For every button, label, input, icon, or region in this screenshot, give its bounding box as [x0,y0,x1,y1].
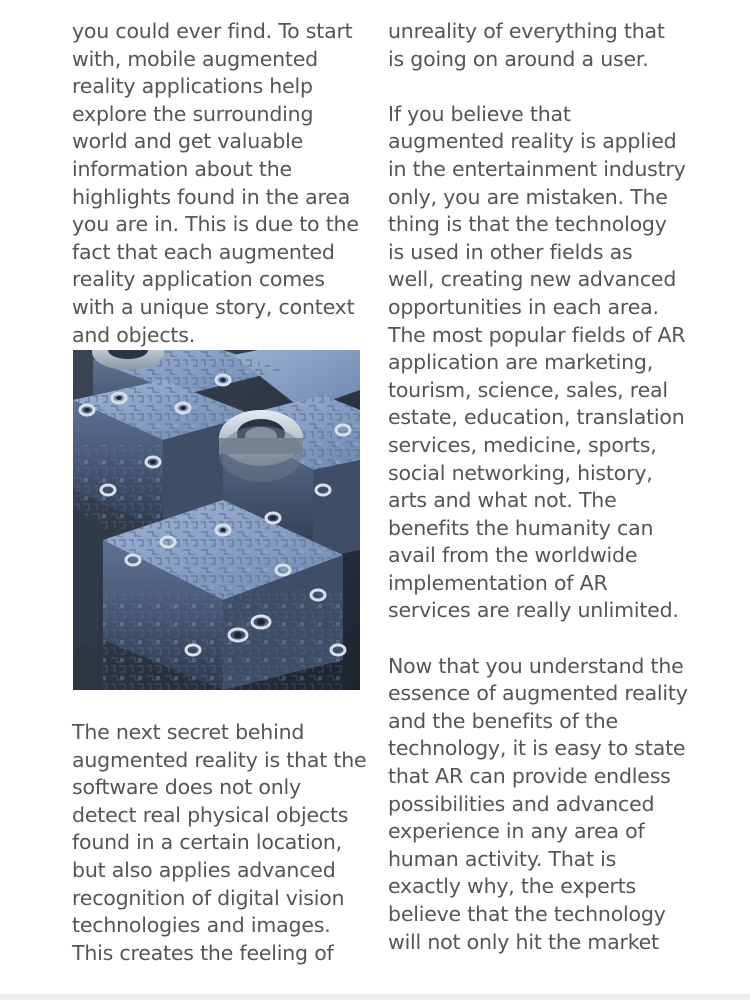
text-line: Now that you understand the [388,653,684,678]
text-line: only, you are mistaken. The [388,184,668,209]
left-column-top-paragraph [72,18,367,349]
text-line: is used in other fields as [388,239,633,264]
text-line: technology, it is easy to state [388,736,686,761]
text-line: implementation of AR [388,570,608,595]
text-line: tourism, science, sales, real [388,377,668,402]
text-line: opportunities in each area. [388,294,659,319]
text-line: experience in any area of [388,819,645,844]
text-line: software does not only [72,775,301,800]
text-line: reality application comes [72,267,325,292]
text-line: that AR can provide endless [388,764,671,789]
text-line: well, creating new advanced [388,267,677,292]
page-bottom-edge [0,994,750,1000]
text-line: services, medicine, sports, [388,432,657,457]
text-line: application are marketing, [388,350,654,375]
right-paragraph-1 [388,18,688,73]
text-line: The next secret behind [72,720,305,744]
text-line: found in a certain location, [72,830,342,855]
circuit-cubes-illustration [73,350,360,690]
text-line: and the benefits of the [388,708,618,733]
text-line: with, mobile augmented [72,46,318,71]
text-line: avail from the worldwide [388,543,638,568]
text-line: The most popular fields of AR [388,322,686,347]
right-paragraph-2 [388,101,688,625]
text-line: estate, education, translation [388,405,685,430]
right-paragraph-3 [388,653,688,957]
text-line: with a unique story, context [72,294,355,319]
left-column-bottom-paragraph [72,719,367,967]
text-line: you are in. This is due to the [72,212,359,237]
text-line: but also applies advanced [72,857,336,882]
text-line: and objects. [72,322,196,347]
text-line: explore the surrounding [72,101,314,126]
text-line: is going on around a user. [388,46,649,71]
text-line: If you believe that [388,101,571,126]
paragraph-spacer [388,73,688,101]
text-line: fact that each augmented [72,239,335,264]
text-line: technologies and images. [72,913,331,938]
text-line: human activity. That is [388,846,617,871]
text-line: reality applications help [72,74,313,99]
text-line: world and get valuable [72,129,304,154]
text-line: believe that the technology [388,902,666,926]
text-line: augmented reality is applied [388,129,677,154]
text-line: essence of augmented reality [388,681,688,706]
text-line: services are really unlimited. [388,598,679,623]
text-line: exactly why, the experts [388,874,637,899]
right-column [388,18,688,956]
paragraph-spacer [388,625,688,653]
text-line: in the entertainment industry [388,156,686,181]
text-line: augmented reality is that the [72,747,367,772]
text-line: arts and what not. The [388,488,617,513]
text-line: detect real physical objects [72,802,349,827]
text-line: social networking, history, [388,460,653,485]
text-line: information about the [72,156,292,181]
text-line: This creates the feeling of [72,940,334,965]
text-line: unreality of everything that [388,19,665,43]
text-line: thing is that the technology [388,212,667,237]
text-line: highlights found in the area [72,184,351,209]
text-line: recognition of digital vision [72,885,345,910]
text-line: will not only hit the market [388,929,659,954]
text-line: you could ever find. To start [72,19,353,43]
text-line: possibilities and advanced [388,791,655,816]
text-line: benefits the humanity can [388,515,654,540]
